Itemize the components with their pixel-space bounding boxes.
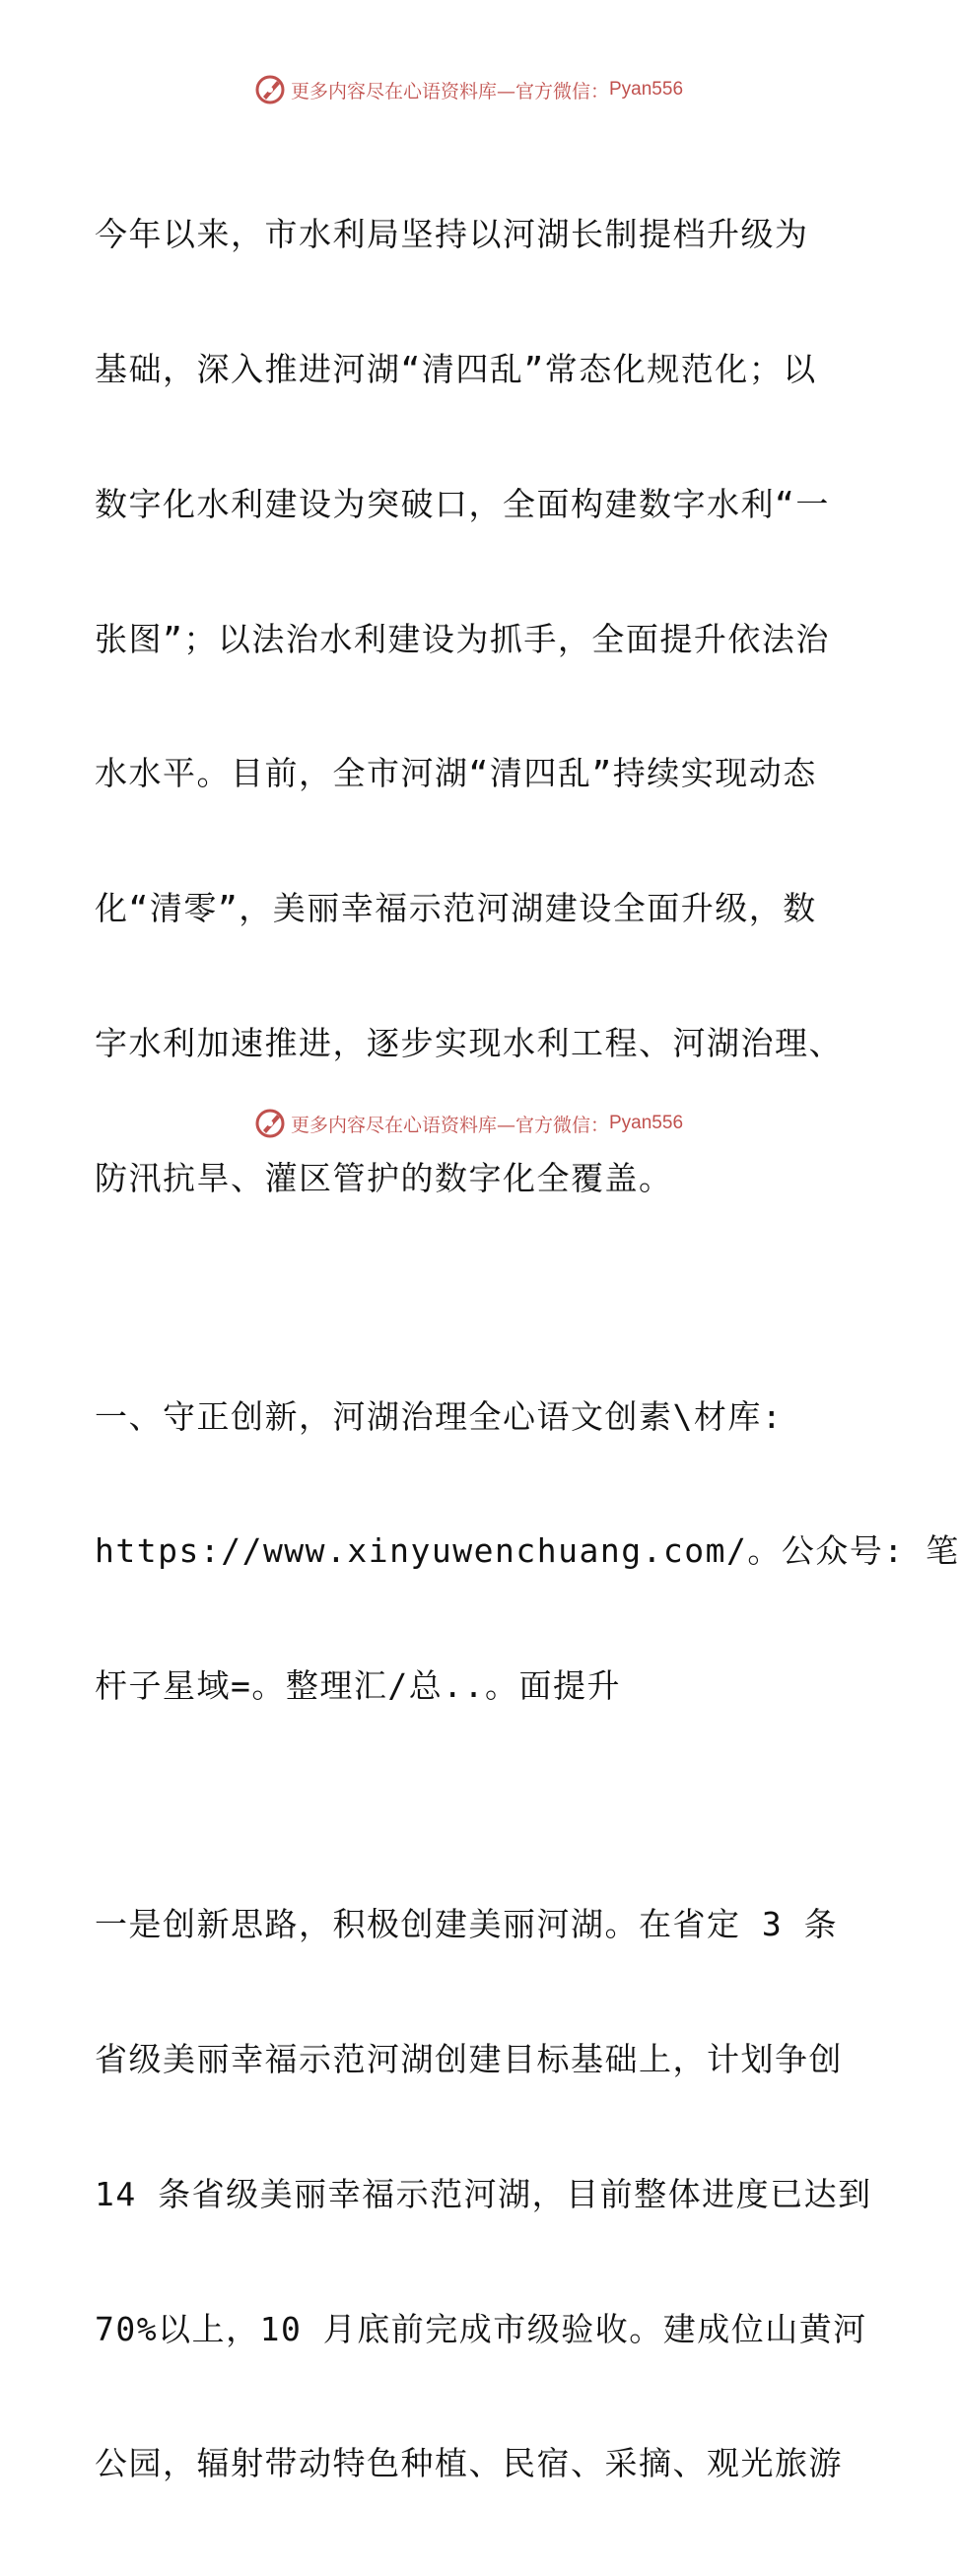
- text-line: 水水平。目前，全市河湖“清四乱”持续实现动态: [95, 754, 817, 793]
- text-line: 防汛抗旱、灌区管护的数字化全覆盖。: [95, 1158, 673, 1197]
- paragraph-item-one: [95, 1812, 872, 2576]
- text-line: 一、守正创新，河湖治理全心语文创素\材库:: [95, 1396, 784, 1436]
- pen-logo-icon: [253, 73, 287, 106]
- footer-banner: [0, 1104, 936, 1143]
- banner-text: 更多内容尽在心语资料库—官方微信：: [290, 80, 609, 102]
- text-line: 字水利加速推进，逐步实现水利工程、河湖治理、: [95, 1023, 843, 1062]
- text-line: 数字化水利建设为突破口，全面构建数字水利“一: [95, 484, 830, 523]
- text-line: 张图”；以法治水利建设为抓手，全面提升依法治: [95, 619, 830, 658]
- text-line: 70%以上，10 月底前完成市级验收。建成位山黄河: [95, 2309, 867, 2348]
- text-line: 省级美丽幸福示范河湖创建目标基础上，计划争创: [95, 2039, 843, 2078]
- wechat-handle: Pyan556: [609, 79, 684, 100]
- wechat-handle: Pyan556: [609, 1113, 684, 1133]
- header-banner: [0, 70, 936, 109]
- text-line: 一是创新思路，积极创建美丽河湖。在省定 3 条: [95, 1905, 839, 1944]
- text-line: 基础，深入推进河湖“清四乱”常态化规范化；以: [95, 349, 817, 388]
- paragraph-section-heading: [95, 1304, 960, 1798]
- document-body: [95, 122, 960, 2576]
- text-line: 杆子星域=。整理汇/总..。面提升: [95, 1666, 621, 1706]
- pen-logo-icon: [253, 1107, 287, 1140]
- text-line: 公园，辐射带动特色种植、民宿、采摘、观光旅游: [95, 2444, 843, 2483]
- banner-text: 更多内容尽在心语资料库—官方微信：: [290, 1114, 609, 1136]
- text-line: 14 条省级美丽幸福示范河湖，目前整体进度已达到: [95, 2174, 872, 2213]
- text-line: 化“清零”，美丽幸福示范河湖建设全面升级，数: [95, 889, 817, 928]
- text-line: 今年以来，市水利局坚持以河湖长制提档升级为: [95, 215, 809, 254]
- text-line: https://www.xinyuwenchuang.com/。公众号: 笔: [95, 1531, 960, 1571]
